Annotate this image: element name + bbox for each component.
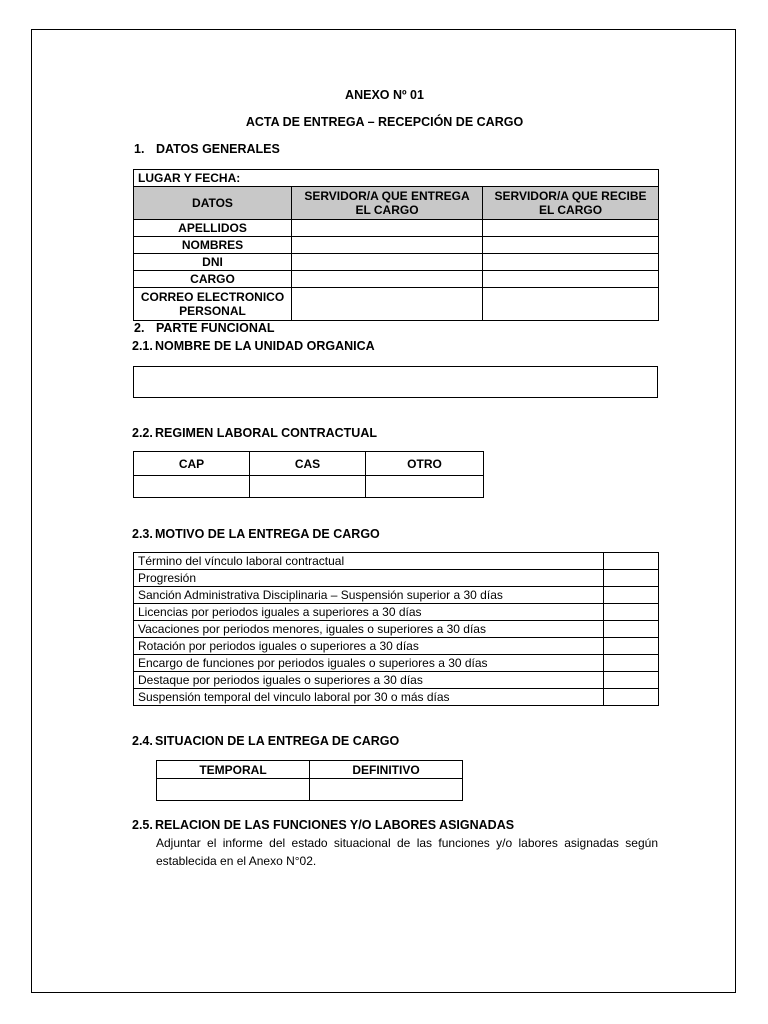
table-row — [134, 237, 659, 254]
reason-label: Encargo de funciones por periodos iguales o superiores a 30 días — [134, 655, 604, 672]
recibe-cargo-cell[interactable] — [483, 271, 659, 288]
reason-label: Licencias por periodos iguales a superiores a 30 días — [134, 604, 604, 621]
document-title: ACTA DE ENTREGA – RECEPCIÓN DE CARGO — [245, 115, 524, 129]
situation-temporal-cell[interactable] — [157, 779, 310, 801]
section-2-1-title: NOMBRE DE LA UNIDAD ORGANICA — [155, 339, 375, 353]
regime-cas-cell[interactable] — [250, 476, 366, 498]
organic-unit-field[interactable] — [133, 366, 658, 398]
col-entrega-header: SERVIDOR/A QUE ENTREGA EL CARGO — [292, 187, 483, 220]
reason-check-cell[interactable] — [604, 689, 659, 706]
section-2-2-number: 2.2. — [132, 426, 153, 440]
section-1-number: 1. — [134, 142, 145, 156]
situation-table — [156, 760, 463, 801]
table-row — [134, 570, 659, 587]
reason-check-cell[interactable] — [604, 621, 659, 638]
section-2-4-title: SITUACION DE LA ENTREGA DE CARGO — [155, 734, 400, 748]
table-row — [134, 621, 659, 638]
regime-cap-header: CAP — [134, 452, 250, 476]
table-row — [134, 689, 659, 706]
section-2-4-heading — [132, 734, 399, 748]
reason-table — [133, 552, 659, 706]
section-2-2-heading — [132, 426, 377, 440]
reason-label: Progresión — [134, 570, 604, 587]
reason-check-cell[interactable] — [604, 570, 659, 587]
reason-label: Destaque por periodos iguales o superiores a 30 días — [134, 672, 604, 689]
table-row — [134, 655, 659, 672]
table-row — [134, 672, 659, 689]
recibe-nombres-cell[interactable] — [483, 237, 659, 254]
section-2-number: 2. — [134, 321, 145, 335]
reason-check-cell[interactable] — [604, 655, 659, 672]
row-label-correo: CORREO ELECTRONICO PERSONAL — [134, 288, 292, 321]
entrega-apellidos-cell[interactable] — [292, 220, 483, 237]
section-2-3-heading — [132, 527, 380, 541]
recibe-correo-cell[interactable] — [483, 288, 659, 321]
section-1-heading — [134, 142, 280, 156]
section-2-title: PARTE FUNCIONAL — [156, 321, 275, 335]
reason-label: Vacaciones por periodos menores, iguales o superiores a 30 días — [134, 621, 604, 638]
section-2-1-number: 2.1. — [132, 339, 153, 353]
place-date-label: LUGAR Y FECHA: — [138, 171, 241, 185]
section-2-1-heading — [132, 339, 375, 353]
reason-label: Sanción Administrativa Disciplinaria – Suspensión superior a 30 días — [134, 587, 604, 604]
entrega-cargo-cell[interactable] — [292, 271, 483, 288]
labor-regime-table — [133, 451, 484, 498]
entrega-correo-cell[interactable] — [292, 288, 483, 321]
row-label-nombres: NOMBRES — [134, 237, 292, 254]
document-page — [31, 29, 736, 993]
table-row — [134, 254, 659, 271]
table-row — [134, 638, 659, 655]
reason-check-cell[interactable] — [604, 604, 659, 621]
table-row — [134, 220, 659, 237]
regime-cas-header: CAS — [250, 452, 366, 476]
reason-check-cell[interactable] — [604, 553, 659, 570]
row-label-apellidos: APELLIDOS — [134, 220, 292, 237]
general-data-table — [133, 169, 659, 321]
place-date-cell[interactable] — [134, 170, 659, 187]
section-2-5-body: Adjuntar el informe del estado situacional de las funciones y/o labores asignadas según establecida en el Anexo N°02. — [156, 836, 658, 868]
reason-check-cell[interactable] — [604, 587, 659, 604]
recibe-apellidos-cell[interactable] — [483, 220, 659, 237]
entrega-nombres-cell[interactable] — [292, 237, 483, 254]
table-row — [134, 288, 659, 321]
section-2-4-number: 2.4. — [132, 734, 153, 748]
regime-otro-cell[interactable] — [366, 476, 484, 498]
table-row — [134, 553, 659, 570]
situation-definitivo-header: DEFINITIVO — [310, 761, 463, 779]
row-label-cargo: CARGO — [134, 271, 292, 288]
row-label-dni: DNI — [134, 254, 292, 271]
reason-check-cell[interactable] — [604, 672, 659, 689]
section-2-heading — [134, 321, 275, 335]
section-2-5-heading — [132, 818, 514, 832]
table-row — [134, 604, 659, 621]
situation-definitivo-cell[interactable] — [310, 779, 463, 801]
section-2-5-title: RELACION DE LAS FUNCIONES Y/O LABORES ASIGNADAS — [155, 818, 515, 832]
section-2-3-number: 2.3. — [132, 527, 153, 541]
col-recibe-header: SERVIDOR/A QUE RECIBE EL CARGO — [483, 187, 659, 220]
situation-temporal-header: TEMPORAL — [157, 761, 310, 779]
section-2-5-number: 2.5. — [132, 818, 153, 832]
regime-otro-header: OTRO — [366, 452, 484, 476]
reason-check-cell[interactable] — [604, 638, 659, 655]
table-row — [134, 271, 659, 288]
section-2-3-title: MOTIVO DE LA ENTREGA DE CARGO — [155, 527, 380, 541]
section-2-2-title: REGIMEN LABORAL CONTRACTUAL — [155, 426, 377, 440]
section-1-title: DATOS GENERALES — [156, 142, 280, 156]
reason-label: Rotación por periodos iguales o superiores a 30 días — [134, 638, 604, 655]
annex-number: ANEXO Nº 01 — [345, 88, 424, 102]
table-row — [134, 587, 659, 604]
recibe-dni-cell[interactable] — [483, 254, 659, 271]
regime-cap-cell[interactable] — [134, 476, 250, 498]
col-datos-header: DATOS — [134, 187, 292, 220]
reason-label: Término del vínculo laboral contractual — [134, 553, 604, 570]
entrega-dni-cell[interactable] — [292, 254, 483, 271]
reason-label: Suspensión temporal del vinculo laboral por 30 o más días — [134, 689, 604, 706]
